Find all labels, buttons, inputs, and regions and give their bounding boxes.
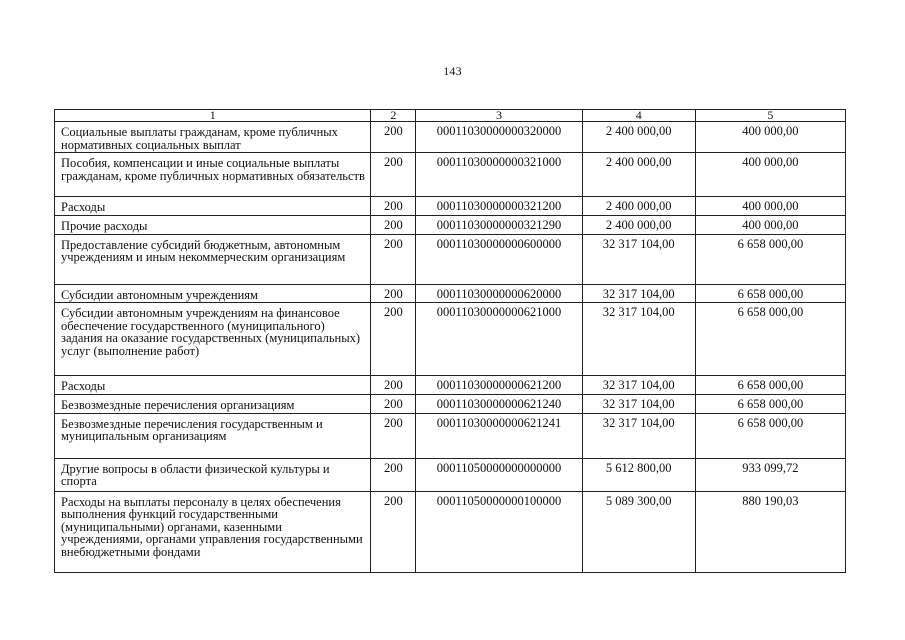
row-plan-cell: 32 317 104,00	[582, 234, 695, 284]
row-code-cell: 200	[371, 153, 416, 197]
row-code-cell: 200	[371, 376, 416, 395]
row-fact-cell: 400 000,00	[695, 216, 845, 235]
row-code-cell: 200	[371, 284, 416, 303]
row-fact-cell: 400 000,00	[695, 122, 845, 153]
row-kbk-cell: 00011030000000321290	[416, 216, 582, 235]
row-plan-cell: 32 317 104,00	[582, 303, 695, 376]
row-code-cell: 200	[371, 491, 416, 572]
row-kbk-cell: 00011030000000621241	[416, 413, 582, 458]
row-kbk-cell: 00011050000000100000	[416, 491, 582, 572]
table-row	[55, 491, 846, 572]
row-kbk-cell: 00011050000000000000	[416, 458, 582, 491]
row-plan-cell: 32 317 104,00	[582, 376, 695, 395]
table-row	[55, 153, 846, 197]
row-plan-cell: 5 089 300,00	[582, 491, 695, 572]
row-name-cell: Предоставление субсидий бюджетным, автономным учреждениям и иным некоммерческим организациям	[55, 234, 371, 284]
table-row	[55, 395, 846, 414]
row-name-cell: Безвозмездные перечисления государственным и муниципальным организациям	[55, 413, 371, 458]
row-plan-cell: 2 400 000,00	[582, 153, 695, 197]
row-fact-cell: 6 658 000,00	[695, 376, 845, 395]
table-row	[55, 216, 846, 235]
row-kbk-cell: 00011030000000621000	[416, 303, 582, 376]
row-fact-cell: 400 000,00	[695, 197, 845, 216]
table-row	[55, 458, 846, 491]
row-kbk-cell: 00011030000000620000	[416, 284, 582, 303]
row-code-cell: 200	[371, 413, 416, 458]
row-plan-cell: 2 400 000,00	[582, 122, 695, 153]
row-fact-cell: 6 658 000,00	[695, 303, 845, 376]
row-fact-cell: 6 658 000,00	[695, 234, 845, 284]
row-fact-cell: 6 658 000,00	[695, 395, 845, 414]
row-kbk-cell: 00011030000000600000	[416, 234, 582, 284]
row-code-cell: 200	[371, 234, 416, 284]
header-col-5: 5	[695, 110, 845, 122]
row-kbk-cell: 00011030000000321000	[416, 153, 582, 197]
row-code-cell: 200	[371, 216, 416, 235]
row-fact-cell: 880 190,03	[695, 491, 845, 572]
row-kbk-cell: 00011030000000320000	[416, 122, 582, 153]
budget-table	[54, 109, 846, 573]
row-fact-cell: 400 000,00	[695, 153, 845, 197]
row-plan-cell: 5 612 800,00	[582, 458, 695, 491]
row-name-cell: Расходы	[55, 376, 371, 395]
row-code-cell: 200	[371, 122, 416, 153]
table-row	[55, 197, 846, 216]
row-fact-cell: 933 099,72	[695, 458, 845, 491]
row-name-cell: Прочие расходы	[55, 216, 371, 235]
table-row	[55, 122, 846, 153]
row-name-cell: Безвозмездные перечисления организациям	[55, 395, 371, 414]
table-row	[55, 234, 846, 284]
row-code-cell: 200	[371, 303, 416, 376]
row-plan-cell: 2 400 000,00	[582, 216, 695, 235]
row-name-cell: Субсидии автономным учреждениям на финансовое обеспечение государственного (муниципального) задания на оказание государственных (муниципальных) услуг (выполнение работ)	[55, 303, 371, 376]
row-code-cell: 200	[371, 197, 416, 216]
row-plan-cell: 2 400 000,00	[582, 197, 695, 216]
row-fact-cell: 6 658 000,00	[695, 413, 845, 458]
row-plan-cell: 32 317 104,00	[582, 413, 695, 458]
row-kbk-cell: 00011030000000321200	[416, 197, 582, 216]
row-kbk-cell: 00011030000000621200	[416, 376, 582, 395]
row-name-cell: Пособия, компенсации и иные социальные выплаты гражданам, кроме публичных нормативных обязательств	[55, 153, 371, 197]
row-name-cell: Расходы	[55, 197, 371, 216]
table-row	[55, 284, 846, 303]
table-row	[55, 376, 846, 395]
table-row	[55, 413, 846, 458]
row-plan-cell: 32 317 104,00	[582, 284, 695, 303]
row-fact-cell: 6 658 000,00	[695, 284, 845, 303]
header-col-1: 1	[55, 110, 371, 122]
header-col-2: 2	[371, 110, 416, 122]
row-name-cell: Социальные выплаты гражданам, кроме публичных нормативных социальных выплат	[55, 122, 371, 153]
row-name-cell: Другие вопросы в области физической культуры и спорта	[55, 458, 371, 491]
row-name-cell: Расходы на выплаты персоналу в целях обеспечения выполнения функций государственными (муниципальными) органами, казенными учреждениями, органами управления государственными внебюджетными фондами	[55, 491, 371, 572]
row-plan-cell: 32 317 104,00	[582, 395, 695, 414]
table-row	[55, 303, 846, 376]
header-col-4: 4	[582, 110, 695, 122]
header-col-3: 3	[416, 110, 582, 122]
page-number: 143	[443, 64, 462, 78]
row-name-cell: Субсидии автономным учреждениям	[55, 284, 371, 303]
row-kbk-cell: 00011030000000621240	[416, 395, 582, 414]
row-code-cell: 200	[371, 458, 416, 491]
row-code-cell: 200	[371, 395, 416, 414]
table-header-row	[55, 110, 846, 122]
